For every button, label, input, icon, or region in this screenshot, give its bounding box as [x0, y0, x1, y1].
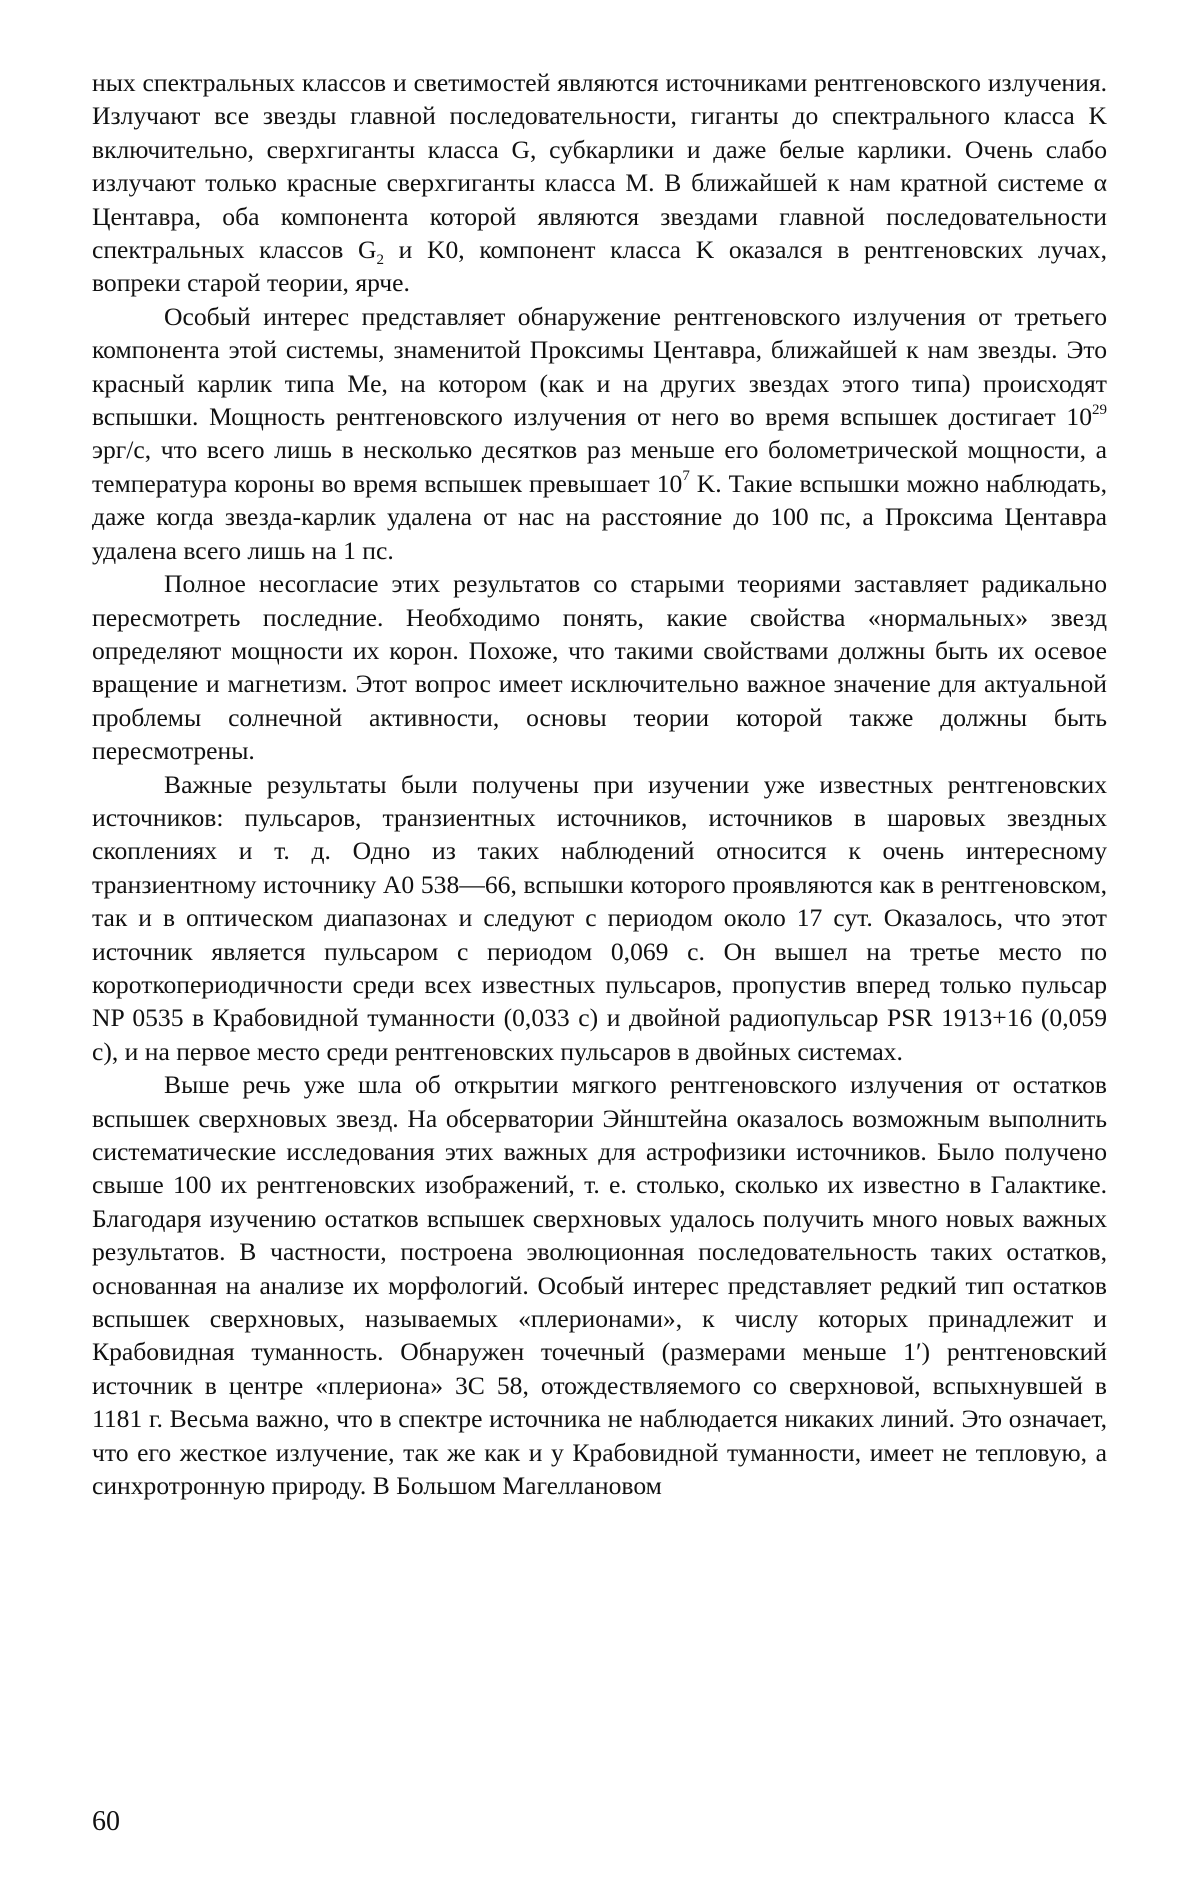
paragraph-2: [92, 300, 1107, 567]
superscript-exponent: 29: [1092, 401, 1107, 418]
paragraph-4: Важные результаты были получены при изучении уже известных рентгеновских источников: пульсаров, транзиентных источников, источников в шаровых звездных скоплениях и т. д. Одно из таких наблюдений относится к очень интересному транзиентному источнику A0 538—66, вспышки которого проявляются как в рентгеновском, так и в оптическом диапазонах и следуют с периодом около 17 сут. Оказалось, что этот источник является пульсаром с периодом 0,069 с. Он вышел на третье место по короткопериодичности среди всех известных пульсаров, пропустив вперед только пульсар NP 0535 в Крабовидной туманности (0,033 с) и двойной радиопульсар PSR 1913+16 (0,059 с), и на первое место среди рентгеновских пульсаров в двойных системах.: [92, 769, 1107, 1066]
paragraph-3: Полное несогласие этих результатов со старыми теориями заставляет радикально пересмотреть последние. Необходимо понять, какие свойства «нормальных» звезд определяют мощности их корон. Похоже, что такими свойствами должны быть их осевое вращение и магнетизм. Этот вопрос имеет исключительно важное значение для актуальной проблемы солнечной активности, основы теории которой также должны быть пересмотрены.: [92, 569, 1107, 766]
page-number: 60: [92, 1806, 120, 1837]
paragraph-5: Выше речь уже шла об открытии мягкого рентгеновского излучения от остатков вспышек сверхновых звезд. На обсерватории Эйнштейна оказалось возможным выполнить систематические исследования этих важных для астрофизики источников. Было получено свыше 100 их рентгеновских изображений, т. е. столько, сколько их известно в Галактике. Благодаря изучению остатков вспышек сверхновых удалось получить много новых важных результатов. В частности, построена эволюционная последовательность таких остатков, основанная на анализе их морфологий. Особый интерес представляет редкий тип остатков вспышек сверхновых, называемых «плерионами», к числу которых принадлежит и Крабовидная туманность. Обнаружен точечный (размерами меньше 1′) рентгеновский источник в центре «плериона» 3C 58, отождествляемого со сверхновой, вспыхнувшей в 1181 г. Весьма важно, что в спектре источника не наблюдается никаких линий. Это означает, что его жесткое излучение, так же как и у Крабовидной туманности, имеет не тепловую, а синхротронную природу. В Большом Магеллановом: [92, 1070, 1107, 1501]
document-page: [92, 66, 1107, 1502]
subscript: 2: [376, 252, 384, 269]
paragraph-1: [92, 66, 1107, 300]
paragraph-2-tail: K. Такие вспышки можно наблюдать, даже когда звезда-карлик удалена от нас на расстояние до 100 пс, а Проксима Центавра удалена всего лишь на 1 пс.: [92, 468, 1107, 565]
paragraph-2-text: Особый интерес представляет обнаружение рентгеновского излучения от третьего компонента этой системы, знаменитой Проксимы Центавра, ближайшей к нам звезды. Это красный карлик типа Me, на котором (как и на других звездах этого типа) происходят вспышки. Мощность рентгеновского излучения от него во время вспышек достигает 10: [92, 301, 1107, 432]
paragraph-1-tail: и K0, компонент класса K оказался в рентгеновских лучах, вопреки старой теории, ярче.: [92, 235, 1107, 298]
paragraph-2-mid: эрг/с, что всего лишь в несколько десятков раз меньше его болометрической мощности, а температура короны во время вспышек превышает 10: [92, 435, 1107, 498]
superscript-exponent-2: 7: [682, 468, 690, 485]
paragraph-1-text: ных спектральных классов и светимостей являются источниками рентгеновского излучения. Излучают все звезды главной последовательности, гиганты до спектрального класса K включительно, сверхгиганты класса G, субкарлики и даже белые карлики. Очень слабо излучают только красные сверхгиганты класса M. В ближайшей к нам кратной системе α Центавра, оба компонента которой являются звездами главной последовательности спектральных классов G: [92, 68, 1107, 265]
